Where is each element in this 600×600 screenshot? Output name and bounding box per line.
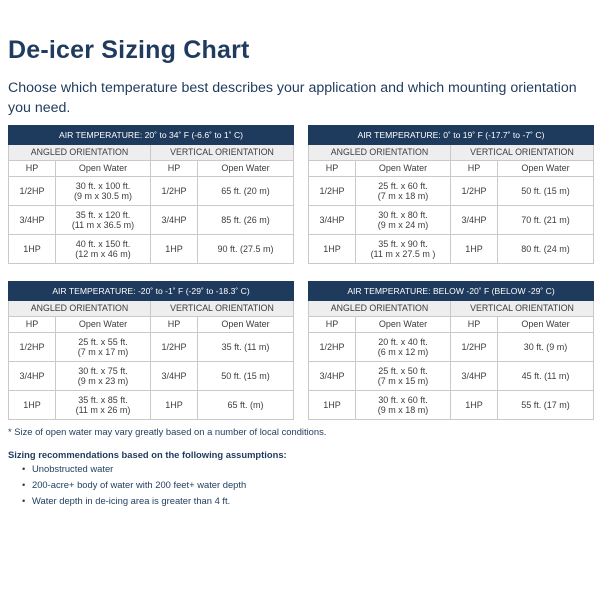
open-water-header: Open Water	[198, 317, 294, 333]
hp-cell: 1HP	[309, 391, 356, 420]
vertical-size-cell: 55 ft. (17 m)	[498, 391, 594, 420]
hp-cell: 1HP	[151, 391, 198, 420]
angled-size-imperial: 30 ft. x 60 ft.	[378, 394, 428, 405]
hp-cell: 3/4HP	[451, 206, 498, 235]
angled-size-cell	[56, 235, 151, 264]
angled-size-cell	[356, 333, 451, 362]
hp-cell: 1/2HP	[151, 177, 198, 206]
angled-size-metric: (9 m x 24 m)	[377, 220, 429, 230]
angled-size-metric: (9 m x 18 m)	[377, 405, 429, 415]
angled-size-imperial: 35 ft. x 120 ft.	[75, 209, 131, 220]
page-title: De-icer Sizing Chart	[8, 36, 250, 64]
table-row	[9, 333, 294, 362]
table-row	[309, 177, 594, 206]
angled-size-cell	[56, 333, 151, 362]
hp-header: HP	[309, 161, 356, 177]
angled-size-cell	[56, 391, 151, 420]
hp-cell: 3/4HP	[9, 362, 56, 391]
vertical-size-cell: 30 ft. (9 m)	[498, 333, 594, 362]
angled-size-imperial: 25 ft. x 50 ft.	[378, 365, 428, 376]
open-water-header: Open Water	[56, 317, 151, 333]
sizing-table	[8, 281, 294, 420]
vertical-size-cell: 50 ft. (15 m)	[498, 177, 594, 206]
hp-cell: 1/2HP	[309, 333, 356, 362]
angled-size-cell	[56, 206, 151, 235]
table-row	[9, 391, 294, 420]
table-caption: AIR TEMPERATURE: 0˚ to 19˚ F (-17.7˚ to -7˚ C)	[309, 126, 594, 145]
angled-size-metric: (11 m x 26 m)	[75, 405, 131, 415]
angled-size-metric: (7 m x 15 m)	[377, 376, 429, 386]
angled-size-imperial: 35 ft. x 85 ft.	[78, 394, 128, 405]
vertical-size-cell: 65 ft. (20 m)	[198, 177, 294, 206]
hp-cell: 1/2HP	[309, 177, 356, 206]
assumptions-list	[22, 462, 246, 510]
sizing-table	[8, 125, 294, 264]
vertical-size-cell: 80 ft. (24 m)	[498, 235, 594, 264]
hp-cell: 1/2HP	[451, 333, 498, 362]
angled-size-imperial: 30 ft. x 100 ft.	[75, 180, 131, 191]
vertical-size-cell: 90 ft. (27.5 m)	[198, 235, 294, 264]
hp-cell: 1/2HP	[451, 177, 498, 206]
open-water-header: Open Water	[356, 161, 451, 177]
intro-text: Choose which temperature best describes your application and which mounting orientation you need.	[8, 80, 577, 116]
angled-size-metric: (6 m x 12 m)	[377, 347, 429, 357]
table-row	[309, 333, 594, 362]
assumption-text: Water depth in de-icing area is greater than 4 ft.	[32, 495, 231, 506]
angled-size-imperial: 20 ft. x 40 ft.	[378, 336, 428, 347]
angled-size-cell	[56, 362, 151, 391]
angled-size-cell	[56, 177, 151, 206]
hp-cell: 1HP	[309, 235, 356, 264]
angled-size-metric: (7 m x 17 m)	[77, 347, 129, 357]
angled-size-metric: (11 m x 27.5 m )	[370, 249, 436, 259]
sizing-table	[308, 281, 594, 420]
vertical-header: VERTICAL ORIENTATION	[451, 145, 594, 161]
hp-cell: 3/4HP	[451, 362, 498, 391]
table-row	[309, 391, 594, 420]
hp-header: HP	[9, 161, 56, 177]
assumption-text: 200-acre+ body of water with 200 feet+ water depth	[32, 479, 247, 490]
angled-size-imperial: 25 ft. x 55 ft.	[78, 336, 128, 347]
vertical-header: VERTICAL ORIENTATION	[451, 301, 594, 317]
angled-header: ANGLED ORIENTATION	[9, 301, 151, 317]
angled-size-metric: (7 m x 18 m)	[377, 191, 429, 201]
angled-size-metric: (9 m x 23 m)	[77, 376, 129, 386]
vertical-size-cell: 35 ft. (11 m)	[198, 333, 294, 362]
open-water-header: Open Water	[356, 317, 451, 333]
bullet-icon: •	[22, 495, 26, 506]
angled-size-metric: (9 m x 30.5 m)	[73, 191, 132, 201]
open-water-header: Open Water	[498, 317, 594, 333]
assumption-item	[22, 494, 246, 510]
vertical-size-cell: 85 ft. (26 m)	[198, 206, 294, 235]
table-row	[9, 235, 294, 264]
footnote: * Size of open water may vary greatly based on a number of local conditions.	[8, 426, 327, 437]
hp-header: HP	[309, 317, 356, 333]
hp-cell: 3/4HP	[309, 206, 356, 235]
hp-cell: 3/4HP	[9, 206, 56, 235]
angled-size-imperial: 40 ft. x 150 ft.	[75, 238, 131, 249]
vertical-size-cell: 50 ft. (15 m)	[198, 362, 294, 391]
table-caption: AIR TEMPERATURE: 20˚ to 34˚ F (-6.6˚ to 1˚ C)	[9, 126, 294, 145]
hp-cell: 3/4HP	[151, 362, 198, 391]
vertical-size-cell: 70 ft. (21 m)	[498, 206, 594, 235]
angled-size-cell	[356, 206, 451, 235]
angled-header: ANGLED ORIENTATION	[309, 145, 451, 161]
hp-cell: 1HP	[151, 235, 198, 264]
hp-cell: 1/2HP	[9, 177, 56, 206]
hp-header: HP	[151, 161, 198, 177]
angled-size-imperial: 30 ft. x 80 ft.	[378, 209, 428, 220]
open-water-header: Open Water	[56, 161, 151, 177]
hp-cell: 1/2HP	[151, 333, 198, 362]
bullet-icon: •	[22, 463, 26, 474]
table-row	[309, 206, 594, 235]
open-water-header: Open Water	[198, 161, 294, 177]
hp-cell: 1HP	[451, 235, 498, 264]
hp-cell: 3/4HP	[309, 362, 356, 391]
hp-header: HP	[451, 317, 498, 333]
angled-size-imperial: 30 ft. x 75 ft.	[78, 365, 128, 376]
hp-header: HP	[9, 317, 56, 333]
table-row	[309, 235, 594, 264]
vertical-header: VERTICAL ORIENTATION	[151, 301, 294, 317]
assumption-item	[22, 462, 246, 478]
angled-header: ANGLED ORIENTATION	[9, 145, 151, 161]
table-caption: AIR TEMPERATURE: BELOW -20˚ F (BELOW -29˚ C)	[309, 282, 594, 301]
hp-header: HP	[151, 317, 198, 333]
hp-cell: 1HP	[9, 391, 56, 420]
angled-size-metric: (11 m x 36.5 m)	[71, 220, 135, 230]
angled-size-cell	[356, 235, 451, 264]
vertical-header: VERTICAL ORIENTATION	[151, 145, 294, 161]
sizing-table	[308, 125, 594, 264]
hp-cell: 1HP	[9, 235, 56, 264]
hp-cell: 3/4HP	[151, 206, 198, 235]
hp-header: HP	[451, 161, 498, 177]
angled-header: ANGLED ORIENTATION	[309, 301, 451, 317]
open-water-header: Open Water	[498, 161, 594, 177]
angled-size-cell	[356, 362, 451, 391]
table-row	[9, 362, 294, 391]
table-caption: AIR TEMPERATURE: -20˚ to -1˚ F (-29˚ to -18.3˚ C)	[9, 282, 294, 301]
hp-cell: 1/2HP	[9, 333, 56, 362]
table-row	[9, 177, 294, 206]
table-row	[9, 206, 294, 235]
assumptions-heading: Sizing recommendations based on the following assumptions:	[8, 449, 287, 460]
angled-size-cell	[356, 391, 451, 420]
assumption-text: Unobstructed water	[32, 463, 114, 474]
angled-size-cell	[356, 177, 451, 206]
angled-size-imperial: 35 ft. x 90 ft.	[378, 238, 428, 249]
vertical-size-cell: 65 ft. (m)	[198, 391, 294, 420]
bullet-icon: •	[22, 479, 26, 490]
assumption-item	[22, 478, 246, 494]
angled-size-metric: (12 m x 46 m)	[75, 249, 131, 259]
vertical-size-cell: 45 ft. (11 m)	[498, 362, 594, 391]
table-row	[309, 362, 594, 391]
hp-cell: 1HP	[451, 391, 498, 420]
angled-size-imperial: 25 ft. x 60 ft.	[378, 180, 428, 191]
